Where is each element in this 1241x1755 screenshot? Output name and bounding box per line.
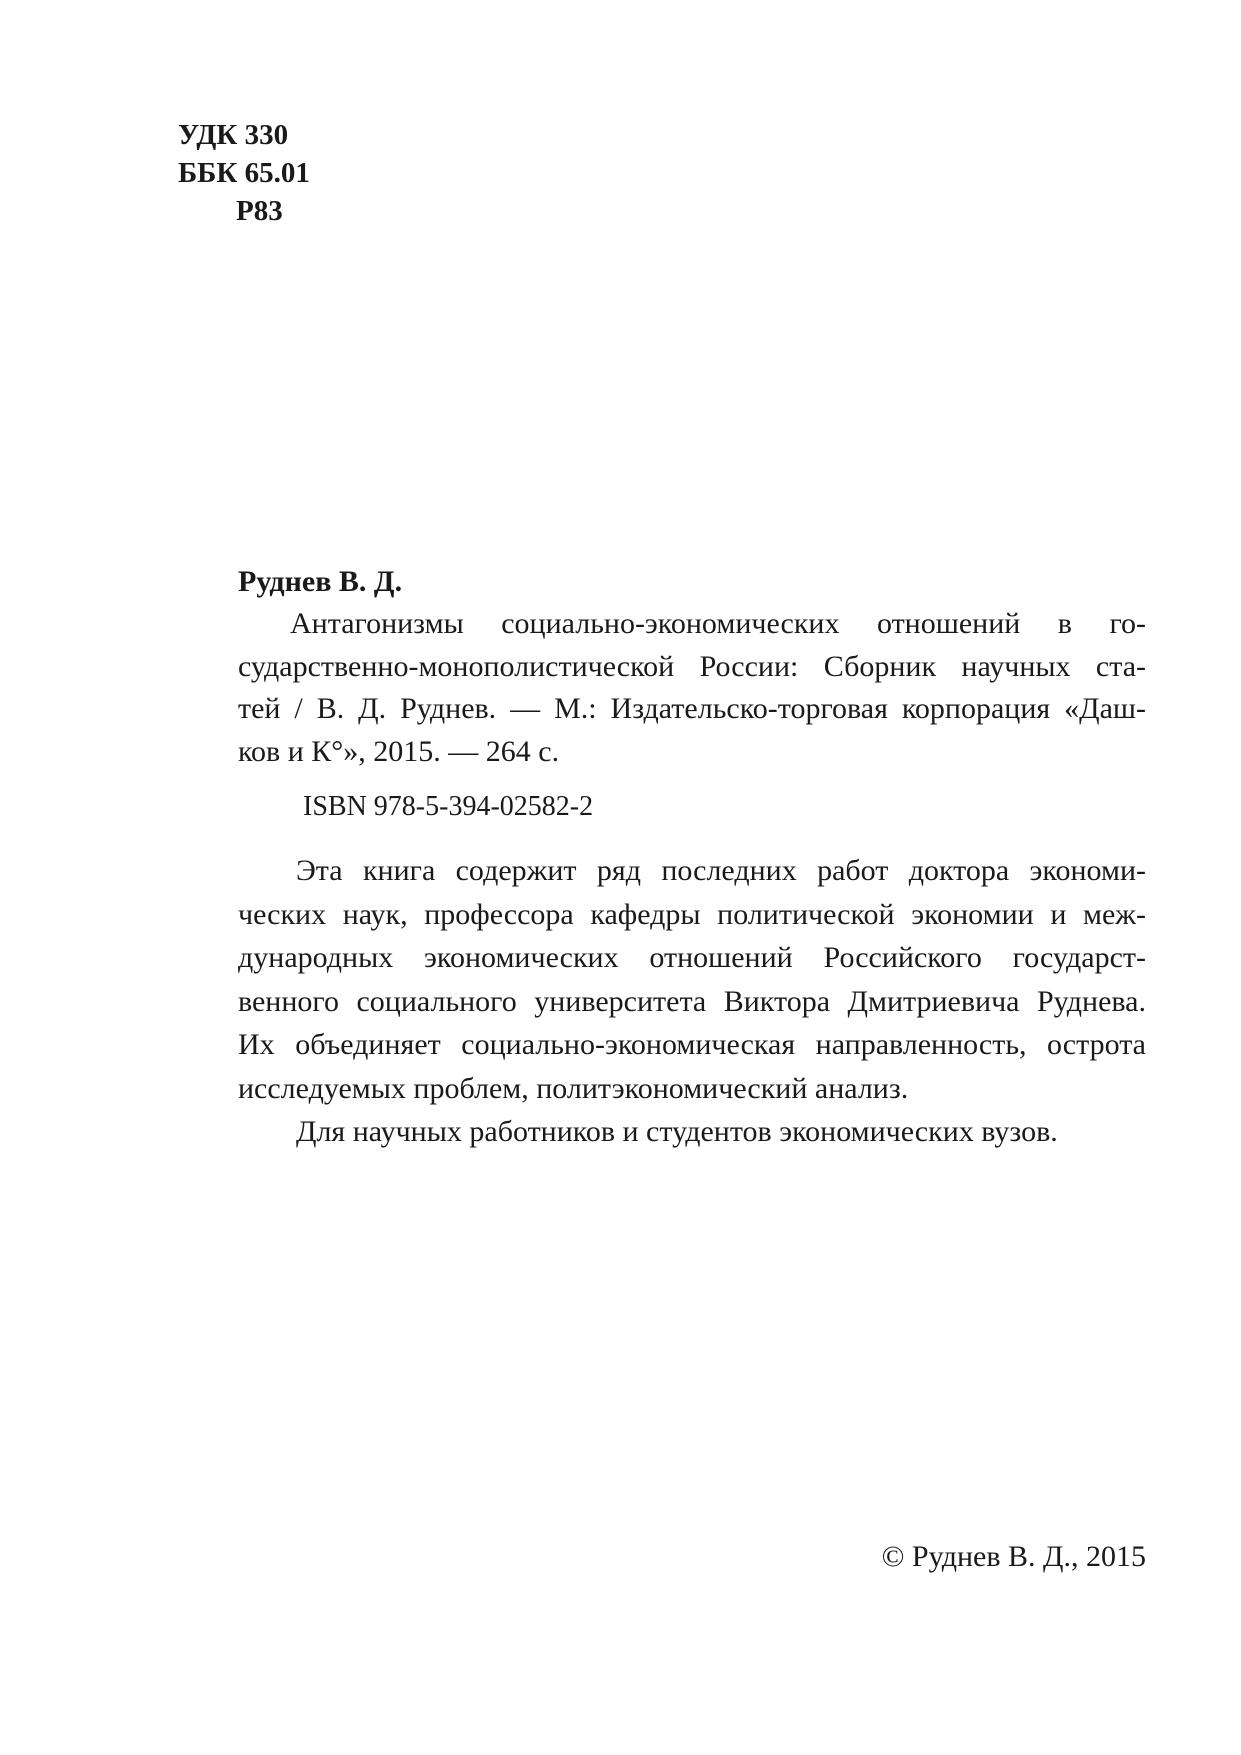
classification-block — [178, 116, 310, 230]
bibliographic-record — [238, 603, 1146, 773]
annotation-line: Эта книга содержит ряд последних работ доктора экономи- — [296, 854, 1146, 887]
udk-code: УДК 330 — [178, 119, 289, 151]
isbn-number: ISBN 978-5-394-02582-2 — [303, 791, 594, 822]
bibliographic-line: ков и К°», 2015. — 264 с. — [238, 734, 560, 768]
bbk-code: ББК 65.01 — [178, 157, 310, 189]
bibliographic-line: сударственно-монополистической России: Сборник научных ста- — [238, 649, 1146, 683]
audience-note: Для научных работников и студентов экономических вузов. — [296, 1115, 1058, 1148]
author-mark: Р83 — [236, 195, 283, 227]
annotation — [238, 849, 1146, 1154]
annotation-line: Их объединяет социально-экономическая направленность, острота — [238, 1028, 1146, 1061]
annotation-line: исследуемых проблем, политэкономический анализ. — [238, 1071, 909, 1105]
bibliographic-line: тей / В. Д. Руднев. — М.: Издательско-торговая корпорация «Даш- — [238, 692, 1146, 725]
annotation-line: ческих наук, профессора кафедры политической экономии и меж- — [238, 897, 1146, 931]
annotation-line: дународных экономических отношений Российского государст- — [238, 941, 1146, 974]
author-name: Руднев В. Д. — [238, 565, 403, 598]
copyright-notice: © Руднев В. Д., 2015 — [881, 1540, 1146, 1573]
bibliographic-line: Антагонизмы социально-экономических отношений в го- — [290, 607, 1146, 640]
annotation-line: венного социального университета Виктора Дмитриевича Руднева. — [238, 984, 1146, 1018]
